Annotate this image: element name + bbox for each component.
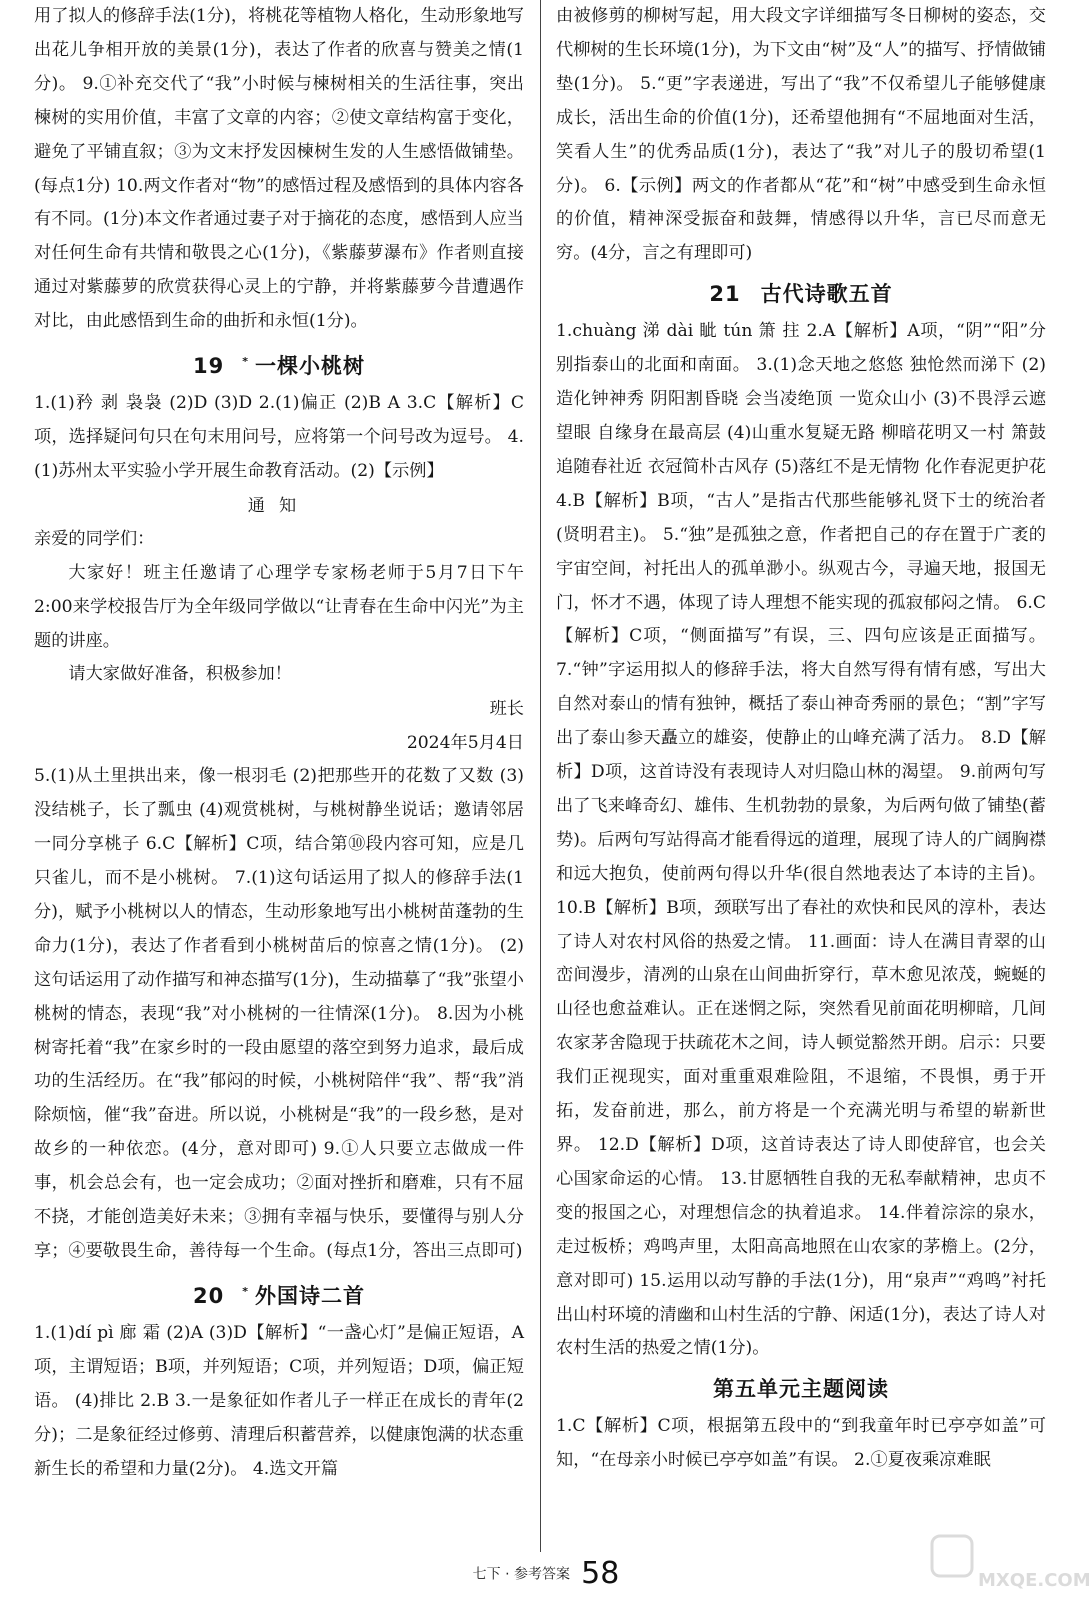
notice-body: 大家好！班主任邀请了心理学专家杨老师于5月7日下午2:00来学校报告厅为全年级同学做以“让青春在生命中闪光”为主题的讲座。 [34,562,524,651]
watermark-text: MXQE.COM [978,1570,1091,1591]
notice-signer: 班长 [489,699,524,720]
answer-paragraph: 1.(1)dí pì 廊 霜 (2)A (3)D【解析】“一盏心灯”是偏正短语，A项，主谓短语；B项，并列短语；C项，并列短语；D项，偏正短语。 (4)排比 2.B 3.一是象征如作者儿子一样正在成长的青年(2分)；二是象征经过修剪、清理后积蓄营养，以健康饱满的状态重新生长的希望和力量(2分)。 4.选文开篇 [34,1322,524,1479]
notice-title: 通知 [247,495,311,516]
column-divider [540,0,541,1552]
star-mark: * [242,1284,249,1298]
section-title: 第五单元主题阅读 [713,1377,889,1402]
answer-paragraph: 1.(1)矜 剥 袅袅 (2)D (3)D 2.(1)偏正 (2)B A 3.C【解析】C项，选择疑问句只在句末用问号，应将第一个问号改为逗号。 4.(1)苏州太平实验小学开展生命教育活动。(2)【示例】 [34,393,524,481]
answer-paragraph: 由被修剪的柳树写起，用大段文字详细描写冬日柳树的姿态，交代柳树的生长环境(1分)，为下文由“树”及“人”的描写、抒情做铺垫(1分)。 5.“更”字表递进，写出了“我”不仅希望儿子能够健康成长，活出生命的价值(1分)，还希望他拥有“不屈地面对生活，笑看人生”的优秀品质(1分)，表达了“我”对儿子的殷切希望(1分)。 6.【示例】两文的作者都从“花”和“树”中感受到生命永恒的价值，精神深受振奋和鼓舞，情感得以升华，言已尽而意无穷。(4分，言之有理即可) [556,6,1046,264]
section-number: 21 [709,282,741,307]
section-heading [34,1275,524,1313]
right-column [556,0,1046,1478]
watermark-badge-icon [932,1536,972,1576]
section-title: 古代诗歌五首 [760,282,893,307]
section-number: 19 [193,354,225,379]
section-number: 20 [193,1283,225,1308]
section-heading [34,345,524,383]
star-mark: * [242,355,249,369]
section-title: 一棵小桃树 [255,354,365,379]
section-heading [556,277,1046,311]
section-heading [556,1372,1046,1406]
answer-paragraph: 用了拟人的修辞手法(1分)，将桃花等植物人格化，生动形象地写出花儿争相开放的美景(1分)，表达了作者的欣喜与赞美之情(1分)。 9.①补充交代了“我”小时候与楝树相关的生活往事，突出楝树的实用价值，丰富了文章的内容；②使文章结构富于变化，避免了平铺直叙；③为文末抒发因楝树生发的人生感悟做铺垫。(每点1分) 10.两文作者对“物”的感悟过程及感悟到的具体内容各有不同。(1分)本文作者通过妻子对于摘花的态度，感悟到人应当对任何生命有共情和敬畏之心(1分)，《紫藤萝瀑布》作者则直接通过对紫藤萝的欣赏获得心灵上的宁静，并将紫藤萝今昔遭遇作对比，由此感悟到生命的曲折和永恒(1分)。 [34,6,524,332]
footer-label: 七下 · 参考答案 [472,1566,571,1583]
answer-paragraph: 1.chuàng 涕 dài 眦 tún 箫 拄 2.A【解析】A项，“阴”“阳”分别指泰山的北面和南面。 3.(1)念天地之悠悠 独怆然而涕下 (2)造化钟神秀 阴阳割昏晓 会当凌绝顶 一览众山小 (3)不畏浮云遮望眼 自缘身在最高层 (4)山重水复疑无路 柳暗花明又一村 箫鼓追随春社近 衣冠简朴古风存 (5)落红不是无情物 化作春泥更护花 4.B【解析】B项，“古人”是指古代那些能够礼贤下士的统治者(贤明君主)。 5.“独”是孤独之意，作者把自己的存在置于广袤的宇宙空间，衬托出人的孤单渺小。纵观古今，寻遍天地，报国无门，怀才不遇，体现了诗人理想不能实现的孤寂郁闷之情。 6.C【解析】C项，“侧面描写”有误，三、四句应该是正面描写。 7.“钟”字运用拟人的修辞手法，将大自然写得有情有感，写出大自然对泰山的情有独钟，概括了泰山神奇秀丽的景色；“割”字写出了泰山参天矗立的雄姿，使静止的山峰充满了活力。 8.D【解析】D项，这首诗没有表现诗人对归隐山林的渴望。 9.前两句写出了飞来峰奇幻、雄伟、生机勃勃的景象，为后两句做了铺垫(蓄势)。后两句写站得高才能看得远的道理，展现了诗人的广阔胸襟和远大抱负，使前两句得以升华(很自然地表达了本诗的主旨)。 10.B【解析】B项，颈联写出了春社的欢快和民风的淳朴，表达了诗人对农村风俗的热爱之情。 11.画面：诗人在满目青翠的山峦间漫步，清冽的山泉在山间曲折穿行，草木愈见浓茂，蜿蜒的山径也愈益难认。正在迷惘之际，突然看见前面花明柳暗，几间农家茅舍隐现于扶疏花木之间，诗人顿觉豁然开朗。启示：只要我们正视现实，面对重重艰难险阻，不退缩，不畏惧，勇于开拓，发奋前进，那么，前方将是一个充满光明与希望的崭新世界。 12.D【解析】D项，这首诗表达了诗人即使辞官，也会关心国家命运的心情。 13.甘愿牺牲自我的无私奉献精神，忠贞不变的报国之心，对理想信念的执着追求。 14.伴着淙淙的泉水，走过板桥；鸡鸣声里，太阳高高地照在山农家的茅檐上。(2分，意对即可) 15.运用以动写静的手法(1分)，用“泉声”“鸡鸣”衬托出山村环境的清幽和山村生活的宁静、闲适(1分)，表达了诗人对农村生活的热爱之情(1分)。 [556,321,1046,1359]
notice-greeting: 亲爱的同学们： [34,528,155,549]
answer-paragraph: 5.(1)从土里拱出来，像一根羽毛 (2)把那些开的花数了又数 (3)没结桃子，长了瓢虫 (4)观赏桃树，与桃树静坐说话；邀请邻居一同分享桃子 6.C【解析】C项，结合第⑩段内容可知，应是几只雀儿，而不是小桃树。 7.(1)这句话运用了拟人的修辞手法(1分)，赋予小桃树以人的情态，生动形象地写出小桃树苗蓬勃的生命力(1分)，表达了作者看到小桃树苗后的惊喜之情(1分)。 (2)这句话运用了动作描写和神态描写(1分)，生动描摹了“我”张望小桃树的情态，表现“我”对小桃树的一往情深(1分)。 8.因为小桃树寄托着“我”在家乡时的一段由愿望的落空到努力追求，最后成功的生活经历。在“我”郁闷的时候，小桃树陪伴“我”、帮“我”消除烦恼，催“我”奋进。所以说，小桃树是“我”的一段乡愁，是对故乡的一种依恋。(4分，意对即可) 9.①人只要立志做成一件事，机会总会有，也一定会成功；②面对挫折和磨难，只有不屈不挠，才能创造美好未来；③拥有幸福与快乐，要懂得与别人分享；④要敬畏生命，善待每一个生命。(每点1分，答出三点即可) [34,766,524,1261]
answer-paragraph: 1.C【解析】C项，根据第五段中的“到我童年时已亭亭如盖”可知，“在母亲小时候已亭亭如盖”有误。 2.①夏夜乘凉难眠 [556,1416,1046,1471]
left-column [34,0,524,1486]
page-number: 58 [581,1556,620,1591]
section-title: 外国诗二首 [255,1283,365,1308]
notice-body: 请大家做好准备，积极参加！ [68,664,292,685]
watermark-logo [928,1532,1091,1594]
notice-date: 2024年5月4日 [406,733,524,754]
